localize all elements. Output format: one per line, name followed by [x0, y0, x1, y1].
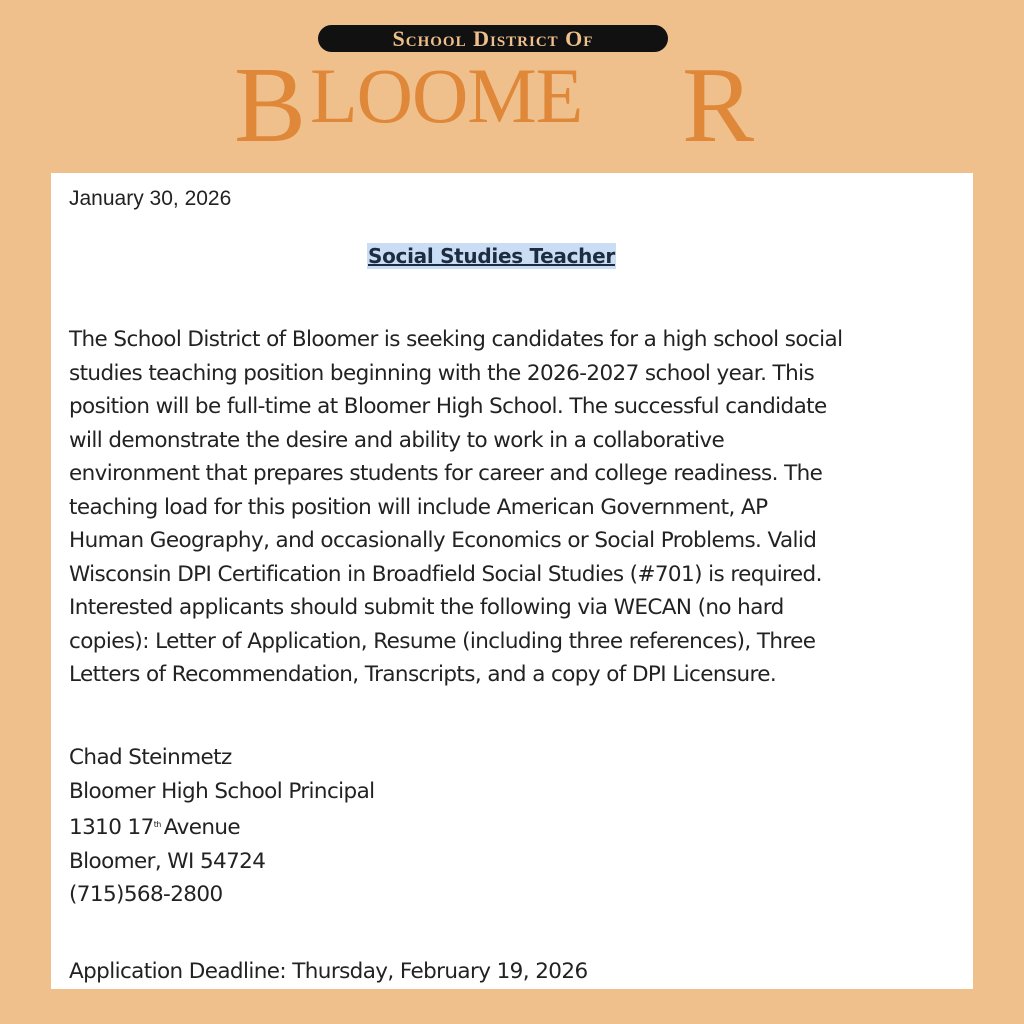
district-logo-wordmark — [230, 40, 770, 150]
description-line: copies): Letter of Application, Resume (including three references), Three — [69, 628, 816, 654]
signer-name: Chad Steinmetz — [69, 745, 232, 770]
job-posting-document — [51, 173, 973, 989]
description-line: studies teaching position beginning with the 2026-2027 school year. This — [69, 360, 815, 386]
logo-r: R — [682, 46, 755, 150]
logo-loome: LOOME — [310, 52, 583, 139]
description-line: Interested applicants should submit the following via WECAN (no hard — [69, 595, 784, 620]
description-line: The School District of Bloomer is seeking candidates for a high school social — [69, 327, 843, 352]
address-ordinal: th — [153, 820, 161, 830]
description-line: Wisconsin DPI Certification in Broadfield Social Studies (#701) is required. — [69, 561, 822, 587]
description-line: will demonstrate the desire and ability to work in a collaborative — [69, 427, 725, 453]
logo-b: B — [234, 46, 307, 150]
job-title: Social Studies Teacher — [368, 244, 615, 268]
posting-date: January 30, 2026 — [69, 187, 232, 210]
description-line: teaching load for this position will include American Government, AP — [69, 494, 768, 520]
job-description — [69, 323, 949, 692]
description-line: position will be full-time at Bloomer High School. The successful candidate — [69, 394, 827, 419]
application-deadline: Application Deadline: Thursday, February 19, 2026 — [69, 959, 588, 984]
description-line: Letters of Recommendation, Transcripts, and a copy of DPI Licensure. — [69, 662, 777, 687]
description-line: Human Geography, and occasionally Economics or Social Problems. Valid — [69, 528, 817, 553]
address-number: 1310 17 — [69, 815, 154, 841]
street-address — [69, 808, 375, 845]
signature-block — [69, 741, 375, 912]
city-state-zip: Bloomer, WI 54724 — [69, 848, 266, 874]
description-line: environment that prepares students for career and college readiness. The — [69, 461, 823, 486]
address-street: Avenue — [163, 815, 241, 841]
logo-subtitle: School District Of — [392, 26, 594, 51]
signer-role: Bloomer High School Principal — [69, 778, 375, 804]
phone-number: (715)568-2800 — [69, 882, 223, 908]
